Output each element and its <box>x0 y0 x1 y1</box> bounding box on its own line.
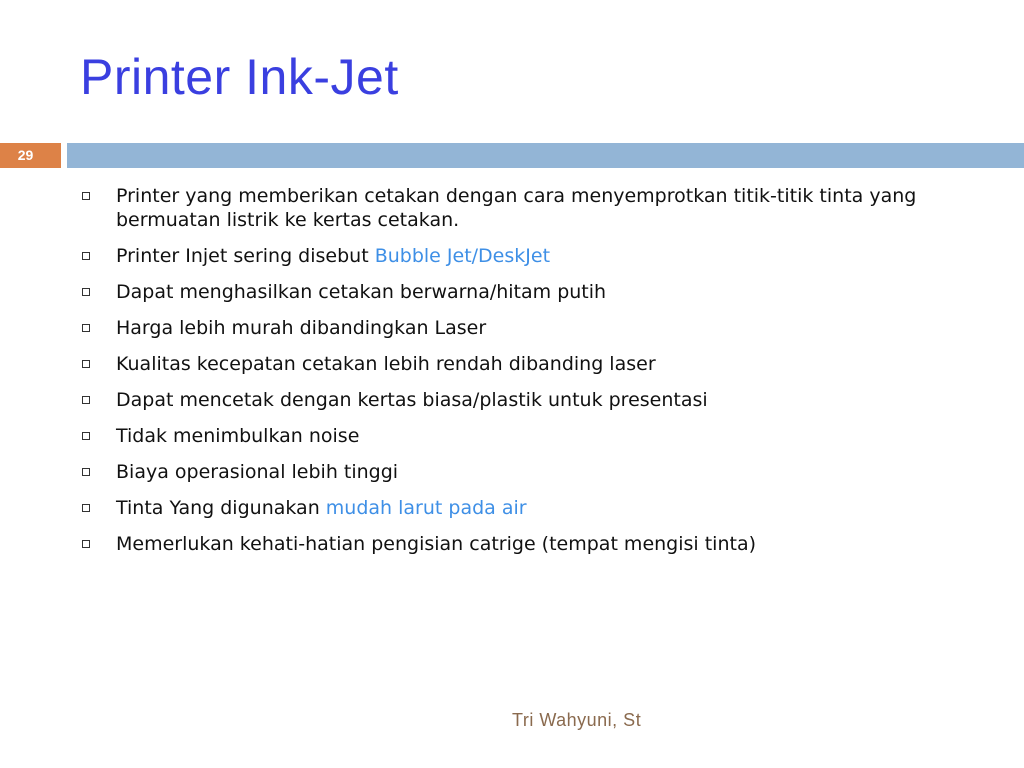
bullet-item <box>82 244 982 268</box>
square-bullet-icon <box>82 324 90 332</box>
bullet-text: Tidak menimbulkan noise <box>116 425 360 447</box>
bullet-text: Printer yang memberikan cetakan dengan cara menyemprotkan titik-titik tinta yang bermuatan listrik ke kertas cetakan. <box>116 185 917 231</box>
footer-author: Tri Wahyuni, St <box>512 710 642 730</box>
square-bullet-icon <box>82 252 90 260</box>
bullet-highlight: Bubble Jet/DeskJet <box>374 245 551 267</box>
slide-title: Printer Ink-Jet <box>80 49 399 105</box>
bullet-text: Dapat mencetak dengan kertas biasa/plastik untuk presentasi <box>116 389 708 411</box>
bullet-item <box>82 352 982 376</box>
square-bullet-icon <box>82 432 90 440</box>
square-bullet-icon <box>82 360 90 368</box>
bullet-item <box>82 316 982 340</box>
bullet-text: Biaya operasional lebih tinggi <box>116 461 399 483</box>
bullet-item <box>82 184 982 232</box>
square-bullet-icon <box>82 504 90 512</box>
bullet-item <box>82 532 982 556</box>
bullet-item <box>82 424 982 448</box>
bullet-text: Kualitas kecepatan cetakan lebih rendah dibanding laser <box>116 353 656 375</box>
bullet-item <box>82 496 982 520</box>
bullet-item <box>82 280 982 304</box>
bullet-list <box>82 184 982 568</box>
bullet-text: Tinta Yang digunakan <box>116 497 326 519</box>
bullet-text: Dapat menghasilkan cetakan berwarna/hitam putih <box>116 281 607 303</box>
bullet-text: Printer Injet sering disebut <box>116 245 375 267</box>
bullet-text: Memerlukan kehati-hatian pengisian catrige (tempat mengisi tinta) <box>116 533 757 555</box>
square-bullet-icon <box>82 468 90 476</box>
square-bullet-icon <box>82 540 90 548</box>
title-divider-bar <box>67 143 1024 168</box>
bullet-item <box>82 460 982 484</box>
bullet-item <box>82 388 982 412</box>
bullet-text: Harga lebih murah dibandingkan Laser <box>116 317 487 339</box>
square-bullet-icon <box>82 288 90 296</box>
square-bullet-icon <box>82 396 90 404</box>
square-bullet-icon <box>82 192 90 200</box>
slide-number: 29 <box>0 143 61 168</box>
bullet-highlight: mudah larut pada air <box>325 497 527 519</box>
